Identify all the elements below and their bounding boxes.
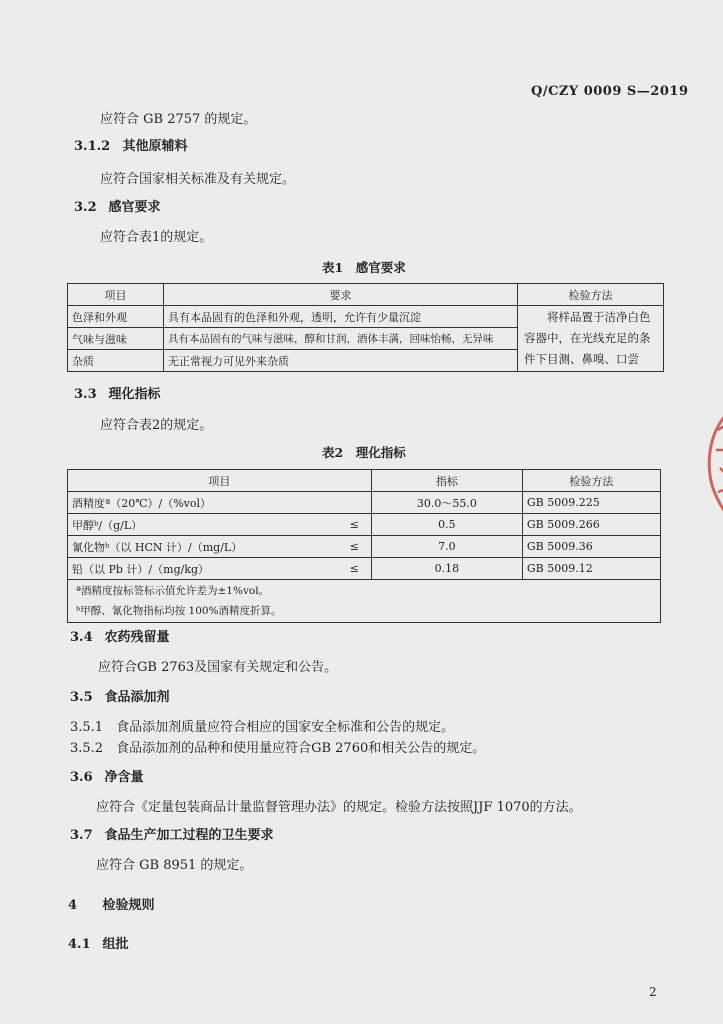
section-number: 3.4 [70, 630, 93, 645]
section-number: 3.2 [74, 200, 97, 215]
section-4 [68, 894, 155, 913]
table-header: 检验方法 [518, 284, 664, 306]
table-cell: 铅（以 Pb 计）/（mg/kg） [68, 558, 277, 580]
section-4-1 [68, 933, 129, 952]
table-header-row [68, 470, 661, 492]
section-title: 其他原辅料 [122, 139, 188, 154]
table-note-b: ᵇ甲醇、氰化物指标均按 100%酒精度折算。 [76, 605, 282, 617]
paragraph-3-6: 应符合《定量包装商品计量监督管理办法》的规定。检验方法按照JJF 1070的方法。 [96, 800, 582, 815]
table-header: 项目 [68, 470, 372, 492]
section-number: 4 [68, 898, 78, 913]
table-cell: 色泽和外观 [68, 306, 164, 328]
section-3-6 [70, 766, 144, 785]
table-header: 要求 [164, 284, 518, 306]
physicochemical-table [67, 469, 661, 623]
table-cell: GB 5009.266 [522, 514, 660, 536]
section-title: 组批 [102, 937, 129, 952]
table2-caption: 表2 理化指标 [322, 445, 406, 460]
table-cell: 30.0～55.0 [371, 492, 522, 514]
table-row [68, 492, 661, 514]
paragraph-gb2757: 应符合 GB 2757 的规定。 [100, 112, 257, 127]
section-title: 净含量 [104, 770, 144, 785]
table-cell: 氰化物ᵇ（以 HCN 计）/（mg/L） [68, 536, 277, 558]
section-title: 感官要求 [108, 200, 161, 215]
table-row [68, 514, 661, 536]
table-header: 检验方法 [522, 470, 660, 492]
table-header-row [68, 284, 664, 306]
table-cell: 0.18 [371, 558, 522, 580]
table-cell-method: 将样品置于洁净白色容器中，在光线充足的条件下目测、鼻嗅、口尝 [518, 306, 664, 372]
section-3-1-2 [74, 135, 188, 154]
section-3-4 [70, 626, 170, 645]
table-cell: 具有本品固有的色泽和外观，透明，允许有少量沉淀 [164, 306, 518, 328]
section-number: 3.5 [70, 690, 93, 705]
table-cell: 气味与滋味 [68, 328, 164, 350]
table-cell-symbol: ≤ [276, 514, 371, 536]
section-number: 3.6 [70, 770, 93, 785]
table-row [68, 558, 661, 580]
red-seal-stamp-icon [700, 400, 723, 530]
section-title: 食品添加剂 [104, 690, 170, 705]
table-cell: GB 5009.12 [522, 558, 660, 580]
table-cell-symbol [276, 492, 371, 514]
section-title: 食品生产加工过程的卫生要求 [104, 828, 274, 843]
section-3-5 [70, 686, 170, 705]
paragraph-3-5-1: 3.5.1 食品添加剂质量应符合相应的国家安全标准和公告的规定。 [70, 720, 455, 735]
table-cell: 无正常视力可见外来杂质 [164, 350, 518, 372]
table-cell-symbol: ≤ [276, 536, 371, 558]
section-3-2 [74, 196, 161, 215]
table-cell: GB 5009.225 [522, 492, 660, 514]
section-number: 3.7 [70, 828, 93, 843]
table-cell: 酒精度ª（20℃）/（%vol） [68, 492, 277, 514]
table-cell: 甲醇ᵇ/（g/L） [68, 514, 277, 536]
table-row [68, 306, 664, 328]
paragraph-3-5-2: 3.5.2 食品添加剂的品种和使用量应符合GB 2760和相关公告的规定。 [70, 741, 486, 756]
section-title: 检验规则 [102, 898, 155, 913]
paragraph-3-4: 应符合GB 2763及国家有关规定和公告。 [98, 660, 338, 675]
section-number: 3.1.2 [74, 139, 111, 154]
table-header: 项目 [68, 284, 164, 306]
table-cell: 杂质 [68, 350, 164, 372]
table-cell: 具有本品固有的气味与滋味，醇和甘润，酒体丰满，回味怡畅，无异味 [164, 328, 518, 350]
table-header: 指标 [371, 470, 522, 492]
section-number: 4.1 [68, 937, 91, 952]
table-note-a: ª酒精度按标签标示值允许差为±1%vol。 [76, 585, 270, 597]
section-3-7 [70, 824, 274, 843]
paragraph-3-3: 应符合表2的规定。 [100, 418, 213, 433]
paragraph-3-1-2: 应符合国家相关标准及有关规定。 [100, 172, 296, 187]
table-cell-symbol: ≤ [276, 558, 371, 580]
section-title: 农药残留量 [104, 630, 170, 645]
doc-code: Q/CZY 0009 S—2019 [531, 84, 689, 99]
sensory-table [67, 283, 664, 372]
table-cell: 7.0 [371, 536, 522, 558]
table-cell: 0.5 [371, 514, 522, 536]
paragraph-3-2: 应符合表1的规定。 [100, 230, 213, 245]
table1-caption: 表1 感官要求 [322, 260, 406, 275]
table-notes-row [68, 580, 661, 623]
section-3-3 [74, 383, 161, 402]
page-number: 2 [649, 985, 657, 999]
table-cell: GB 5009.36 [522, 536, 660, 558]
section-title: 理化指标 [108, 387, 161, 402]
section-number: 3.3 [74, 387, 97, 402]
table-row [68, 536, 661, 558]
table-notes [68, 580, 661, 623]
paragraph-3-7: 应符合 GB 8951 的规定。 [96, 858, 253, 873]
